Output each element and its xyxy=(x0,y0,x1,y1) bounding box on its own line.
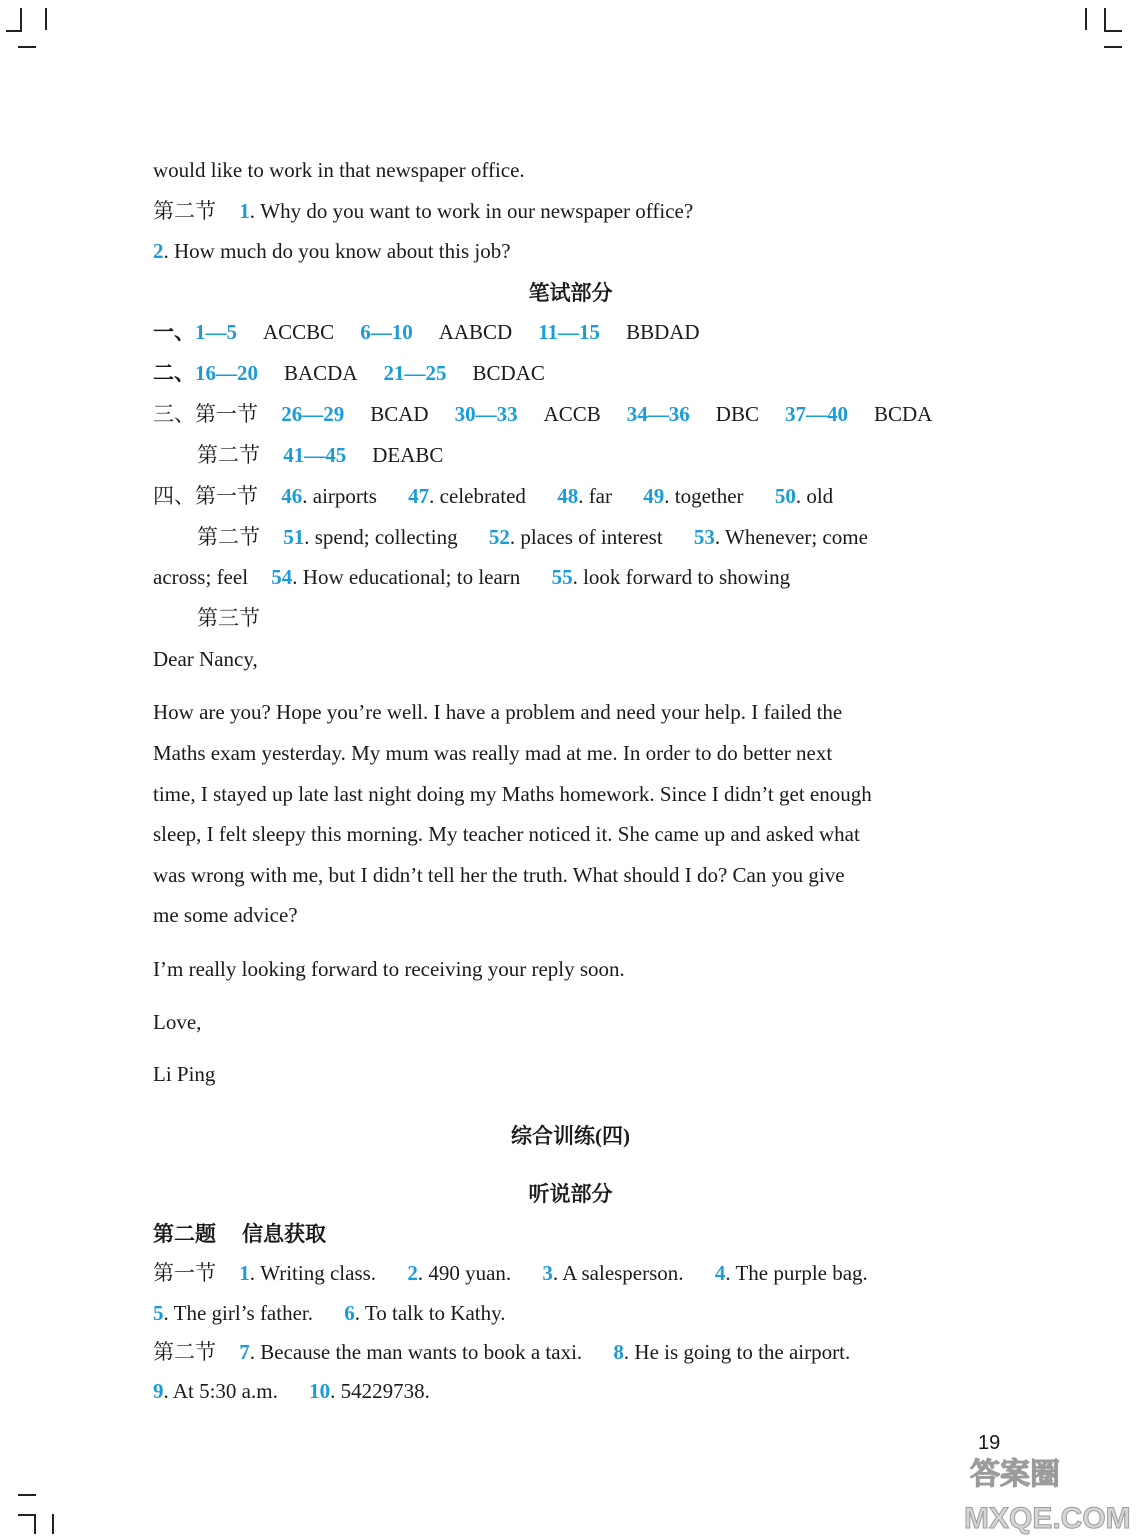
answer-line: 第一节 1. Writing class. 2. 490 yuan. 3. A salesperson. 4. The purple bag. xyxy=(153,1261,868,1285)
item-number: 2 xyxy=(407,1261,418,1285)
item-number: 1 xyxy=(239,1261,250,1285)
letter-line: was wrong with me, but I didn’t tell her the truth. What should I do? Can you give xyxy=(153,863,845,887)
question-subtitle: 信息获取 xyxy=(242,1222,326,1246)
letter-line: How are you? Hope you’re well. I have a problem and need your help. I failed the xyxy=(153,700,843,724)
watermark-bottom: MXQE.COM xyxy=(964,1502,1131,1535)
crop-mark xyxy=(34,1514,36,1534)
letter-line: sleep, I felt sleepy this morning. My teacher noticed it. She came up and asked what xyxy=(153,822,860,846)
answer-text: look forward to showing xyxy=(583,565,791,589)
answer-text: The girl’s father. xyxy=(173,1301,313,1325)
item-range: 16—20 xyxy=(195,361,258,385)
answer-text: spend; collecting xyxy=(314,525,458,549)
letter-line: Maths exam yesterday. My mum was really mad at me. In order to do better next xyxy=(153,741,833,765)
answer-text: How much do you know about this job? xyxy=(174,239,511,263)
item-range: 30—33 xyxy=(454,402,518,426)
answer-text: 54229738. xyxy=(340,1379,430,1403)
letter-line: time, I stayed up late last night doing my Maths homework. Since I didn’t get enough xyxy=(153,782,872,806)
letter-signature: Li Ping xyxy=(153,1062,216,1086)
item-number: 10 xyxy=(309,1379,331,1403)
answer-text: ACCB xyxy=(543,402,601,426)
item-range: 37—40 xyxy=(784,402,848,426)
answer-line xyxy=(153,400,932,428)
section-label: 第二节 xyxy=(197,443,260,467)
section-label: 第一节 xyxy=(153,1261,216,1285)
item-range: 21—25 xyxy=(383,361,447,385)
answer-line xyxy=(153,359,545,387)
answer-text: ACCBC xyxy=(263,320,335,344)
answer-line xyxy=(197,441,443,469)
item-range: 34—36 xyxy=(626,402,690,426)
item-number: 46 xyxy=(281,484,303,508)
answer-line: 四、第一节 46. airports 47. celebrated 48. far 49. together 50. old xyxy=(153,484,834,508)
answer-text: To talk to Kathy. xyxy=(364,1301,506,1325)
answer-text: At 5:30 a.m. xyxy=(172,1379,278,1403)
crop-mark xyxy=(1085,8,1087,30)
page-number: 19 xyxy=(978,1432,1001,1454)
item-number: 4 xyxy=(714,1261,726,1285)
answer-text: Because the man wants to book a taxi. xyxy=(260,1340,583,1364)
letter-line: me some advice? xyxy=(153,903,298,927)
section-label: 第三节 xyxy=(197,606,260,630)
item-number: 55 xyxy=(551,565,573,589)
answer-text: DEABC xyxy=(372,443,444,467)
answer-text: together xyxy=(674,484,744,508)
section-label: 三、第一节 xyxy=(153,402,258,426)
crop-mark xyxy=(1104,8,1106,30)
crop-mark xyxy=(1104,46,1122,48)
item-range: 6—10 xyxy=(360,320,413,344)
letter-greeting: Dear Nancy, xyxy=(153,647,258,671)
section-heading: 笔试部分 xyxy=(528,281,613,305)
section-label: 四、第一节 xyxy=(153,484,258,508)
crop-mark xyxy=(6,30,22,32)
letter-signoff: Love, xyxy=(153,1010,202,1034)
item-number: 7 xyxy=(239,1340,250,1364)
section-label: 第二节 xyxy=(153,1340,216,1364)
letter-closing: I’m really looking forward to receiving your reply soon. xyxy=(153,957,625,981)
answer-line: across; feel 54. How educational; to learn 55. look forward to showing xyxy=(153,565,791,589)
item-number: 6 xyxy=(344,1301,355,1325)
answer-text: places of interest xyxy=(520,525,663,549)
item-range: 1—5 xyxy=(195,320,237,344)
answer-text: BCAD xyxy=(370,402,429,426)
answer-text: airports xyxy=(312,484,377,508)
item-number: 50 xyxy=(774,484,796,508)
answer-line: 第二节 7. Because the man wants to book a taxi. 8. He is going to the airport. xyxy=(153,1340,851,1364)
section-heading: 听说部分 xyxy=(528,1182,613,1206)
item-number: 52 xyxy=(488,525,510,549)
answer-text: BCDAC xyxy=(472,361,545,385)
item-number: 5 xyxy=(153,1301,164,1325)
answer-text: across; feel xyxy=(153,565,249,589)
answer-text: How educational; to learn xyxy=(302,565,521,589)
item-number: 51 xyxy=(283,525,305,549)
section-label: 一、 xyxy=(153,320,195,344)
crop-mark xyxy=(18,46,36,48)
answer-text: celebrated xyxy=(439,484,526,508)
answer-text: DBC xyxy=(715,402,759,426)
answer-text: old xyxy=(806,484,834,508)
crop-mark xyxy=(1104,30,1122,32)
section-label: 二、 xyxy=(153,361,195,385)
answer-text: Whenever; come xyxy=(725,525,868,549)
answer-text: He is going to the airport. xyxy=(634,1340,851,1364)
item-number: 3 xyxy=(542,1261,553,1285)
answer-text: BACDA xyxy=(284,361,358,385)
item-number: 54 xyxy=(271,565,293,589)
answer-line: 9. At 5:30 a.m. 10. 54229738. xyxy=(153,1379,430,1403)
answer-text: far xyxy=(588,484,612,508)
item-range: 11—15 xyxy=(538,320,601,344)
answer-line xyxy=(153,318,700,346)
watermark-top: 答案圈 xyxy=(970,1458,1060,1491)
answer-text: A salesperson. xyxy=(562,1261,684,1285)
item-number: 8 xyxy=(613,1340,624,1364)
item-number: 9 xyxy=(153,1379,164,1403)
crop-mark xyxy=(18,1494,36,1496)
answer-line: 第二节 1. Why do you want to work in our newspaper office? xyxy=(153,199,694,223)
item-number: 1 xyxy=(239,199,250,223)
answer-text: Writing class. xyxy=(260,1261,377,1285)
answer-line: 5. The girl’s father. 6. To talk to Kathy. xyxy=(153,1301,506,1325)
crop-mark xyxy=(45,8,47,30)
section-label: 第二节 xyxy=(153,199,216,223)
unit-title: 综合训练(四) xyxy=(511,1124,630,1148)
item-number: 47 xyxy=(408,484,430,508)
text-line: would like to work in that newspaper office. xyxy=(153,158,525,182)
answer-text: AABCD xyxy=(438,320,513,344)
question-title xyxy=(153,1220,326,1248)
item-number: 2 xyxy=(153,239,164,263)
item-number: 48 xyxy=(557,484,579,508)
item-number: 49 xyxy=(643,484,665,508)
item-range: 26—29 xyxy=(281,402,345,426)
question-number: 第二题 xyxy=(153,1222,216,1246)
crop-mark xyxy=(52,1514,54,1534)
section-label: 第二节 xyxy=(197,525,260,549)
watermark-logo xyxy=(960,1440,1140,1536)
answer-line: 第二节 51. spend; collecting 52. places of interest 53. Whenever; come xyxy=(197,525,868,549)
answer-text: BBDAD xyxy=(626,320,700,344)
answer-text: Why do you want to work in our newspaper office? xyxy=(260,199,694,223)
answer-text: The purple bag. xyxy=(735,1261,868,1285)
answer-text: 490 yuan. xyxy=(428,1261,512,1285)
item-range: 41—45 xyxy=(283,443,347,467)
answer-line: 2. How much do you know about this job? xyxy=(153,239,511,263)
crop-mark xyxy=(20,8,22,30)
item-number: 53 xyxy=(693,525,715,549)
answer-text: BCDA xyxy=(873,402,933,426)
